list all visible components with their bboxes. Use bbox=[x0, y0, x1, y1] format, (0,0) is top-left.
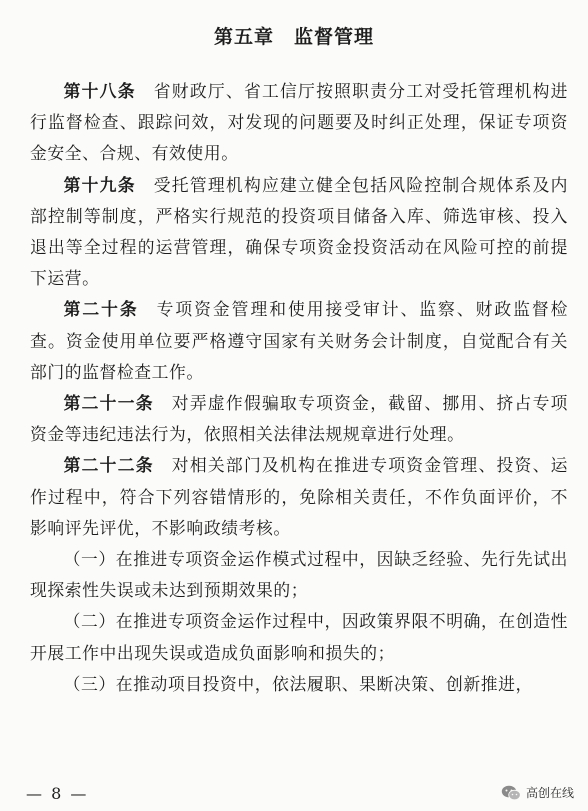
article-paragraph bbox=[30, 76, 568, 170]
chapter-title: 第五章 监督管理 bbox=[213, 26, 374, 48]
article-paragraph bbox=[30, 388, 568, 450]
article-heading: 第二十二条 bbox=[63, 455, 154, 476]
wechat-icon bbox=[501, 785, 521, 801]
article-heading: 第十九条 bbox=[63, 174, 136, 195]
list-item: （一）在推进专项资金运作模式过程中，因缺乏经验、先行先试出现探索性失误或未达到预期效果的； bbox=[30, 549, 568, 601]
article-paragraph bbox=[30, 294, 568, 388]
article-paragraph bbox=[30, 450, 568, 544]
list-item: （二）在推进专项资金运作过程中，因政策界限不明确，在创造性开展工作中出现失误或造成负面影响和损失的； bbox=[30, 611, 568, 663]
watermark-text: 高创在线 bbox=[525, 786, 574, 800]
article-text: 专项资金管理和使用接受审计、监察、财政监督检查。资金使用单位要严格遵守国家有关财务会计制度，自觉配合有关部门的监督检查工作。 bbox=[30, 299, 568, 382]
article-heading: 第十八条 bbox=[63, 81, 136, 101]
list-item: （三）在推动项目投资中，依法履职、果断决策、创新推进， bbox=[63, 673, 533, 694]
document-body bbox=[30, 76, 568, 700]
watermark bbox=[501, 784, 574, 801]
article-text: 对弄虚作假骗取专项资金，截留、挪用、挤占专项资金等违纪违法行为，依照相关法律法规规章进行处理。 bbox=[30, 393, 568, 445]
article-heading: 第二十条 bbox=[63, 299, 139, 320]
page-number: — 8 — bbox=[26, 784, 89, 803]
article-text: 受托管理机构应建立健全包括风险控制合规体系及内部控制等制度，严格实行规范的投资项目储备入库、筛选审核、投入退出等全过程的运营管理，确保专项资金投资活动在风险可控的前提下运营。 bbox=[30, 174, 568, 289]
article-text: 省财政厅、省工信厅按照职责分工对受托管理机构进行监督检查、跟踪问效，对发现的问题要及时纠正处理，保证专项资金安全、合规、有效使用。 bbox=[30, 81, 568, 164]
article-text: 对相关部门及机构在推进专项资金管理、投资、运作过程中，符合下列容错情形的，免除相关责任，不作负面评价，不影响评先评优，不影响政绩考核。 bbox=[30, 455, 568, 538]
article-heading: 第二十一条 bbox=[63, 393, 154, 414]
article-paragraph bbox=[30, 170, 568, 295]
